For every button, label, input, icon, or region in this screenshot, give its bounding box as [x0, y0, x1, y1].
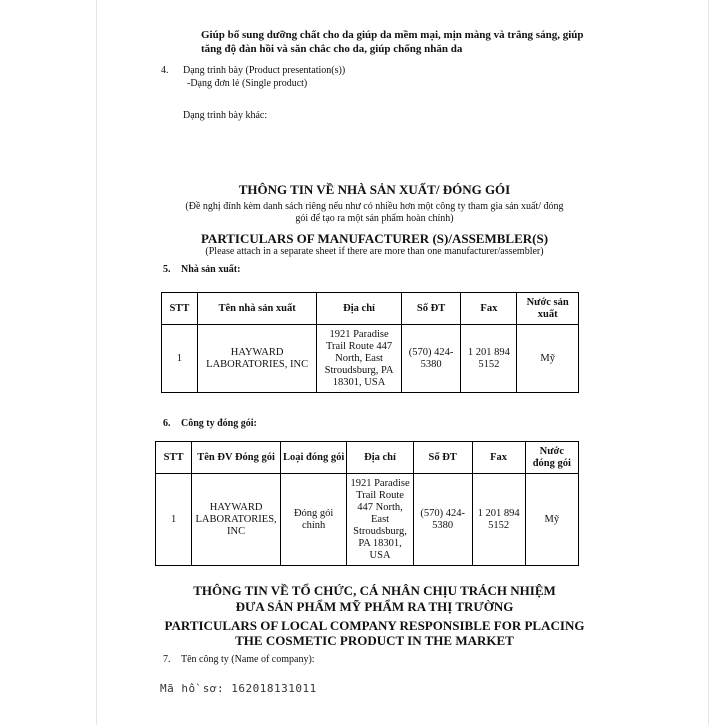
header-name: Tên nhà sản xuất: [197, 293, 317, 325]
cell-address: 1921 Paradise Trail Route 447 North, East Stroudsburg, PA 18301, USA: [347, 474, 413, 566]
local-company-title-vi-1: THÔNG TIN VỀ TỔ CHỨC, CÁ NHÂN CHỊU TRÁCH NHIỆM: [193, 583, 556, 598]
cell-stt: 1: [162, 325, 198, 393]
intro-line-1: Giúp bổ sung dưỡng chất cho da giúp da mềm mại, mịn màng và trắng sáng, giúp: [201, 29, 584, 41]
document-page: [96, 0, 709, 725]
table-header-row: [156, 442, 579, 474]
cell-fax: 1 201 894 5152: [461, 325, 517, 393]
header-type: Loại đóng gói: [281, 442, 347, 474]
manufacturer-note-vi-1: (Đề nghị đính kèm danh sách riêng nếu như có nhiều hơn một công ty tham gia sản xuất/ đóng: [185, 201, 564, 212]
cell-name: HAYWARD LABORATORIES, INC: [192, 474, 281, 566]
header-stt: STT: [162, 293, 198, 325]
header-address: Địa chỉ: [317, 293, 401, 325]
cell-type: Đóng gói chính: [281, 474, 347, 566]
section-6-label: Công ty đóng gói:: [181, 418, 257, 429]
section-4-number: 4.: [161, 65, 169, 76]
manufacturer-title-vi: THÔNG TIN VỀ NHÀ SẢN XUẤT/ ĐÓNG GÓI: [238, 182, 511, 197]
table-row: [162, 325, 579, 393]
section-5-number: 5.: [163, 264, 171, 275]
cell-phone: (570) 424-5380: [413, 474, 472, 566]
header-country: Nước đóng gói: [525, 442, 578, 474]
header-address: Địa chỉ: [347, 442, 413, 474]
cell-stt: 1: [156, 474, 192, 566]
section-7-number: 7.: [163, 654, 171, 665]
cell-fax: 1 201 894 5152: [472, 474, 525, 566]
manufacturer-note-vi-2: gói để tạo ra một sản phẩm hoàn chỉnh): [295, 213, 454, 224]
packager-table: [155, 441, 579, 566]
header-phone: Số ĐT: [413, 442, 472, 474]
section-5-label: Nhà sản xuất:: [181, 264, 241, 275]
local-company-title-vi-2: ĐƯA SẢN PHẨM MỸ PHẨM RA THỊ TRƯỜNG: [235, 599, 514, 614]
section-4-other: Dạng trình bày khác:: [183, 110, 268, 121]
header-fax: Fax: [472, 442, 525, 474]
local-company-title-en-2: THE COSMETIC PRODUCT IN THE MARKET: [235, 633, 514, 648]
manufacturer-title-en: PARTICULARS OF MANUFACTURER (S)/ASSEMBLER(S): [200, 231, 549, 246]
cell-country: Mỹ: [525, 474, 578, 566]
table-header-row: [162, 293, 579, 325]
header-stt: STT: [156, 442, 192, 474]
manufacturer-table: [161, 292, 579, 393]
header-phone: Số ĐT: [401, 293, 461, 325]
cell-address: 1921 Paradise Trail Route 447 North, East Stroudsburg, PA 18301, USA: [317, 325, 401, 393]
section-7-label: Tên công ty (Name of company):: [181, 654, 315, 665]
local-company-title-en-1: PARTICULARS OF LOCAL COMPANY RESPONSIBLE FOR PLACING: [164, 618, 585, 633]
cell-country: Mỹ: [517, 325, 579, 393]
cell-name: HAYWARD LABORATORIES, INC: [197, 325, 317, 393]
record-code: Mã hồ sơ: 162018131011: [160, 682, 317, 695]
section-4-label: Dạng trình bày (Product presentation(s)): [183, 65, 346, 76]
manufacturer-note-en: (Please attach in a separate sheet if there are more than one manufacturer/assembler): [205, 246, 544, 257]
header-name: Tên ĐV Đóng gói: [192, 442, 281, 474]
header-country: Nước sản xuất: [517, 293, 579, 325]
table-row: [156, 474, 579, 566]
cell-phone: (570) 424-5380: [401, 325, 461, 393]
section-4-value: -Dạng đơn lẻ (Single product): [187, 78, 308, 89]
header-fax: Fax: [461, 293, 517, 325]
section-6-number: 6.: [163, 418, 171, 429]
intro-line-2: tăng độ đàn hồi và săn chắc cho da, giúp chống nhăn da: [201, 43, 463, 55]
